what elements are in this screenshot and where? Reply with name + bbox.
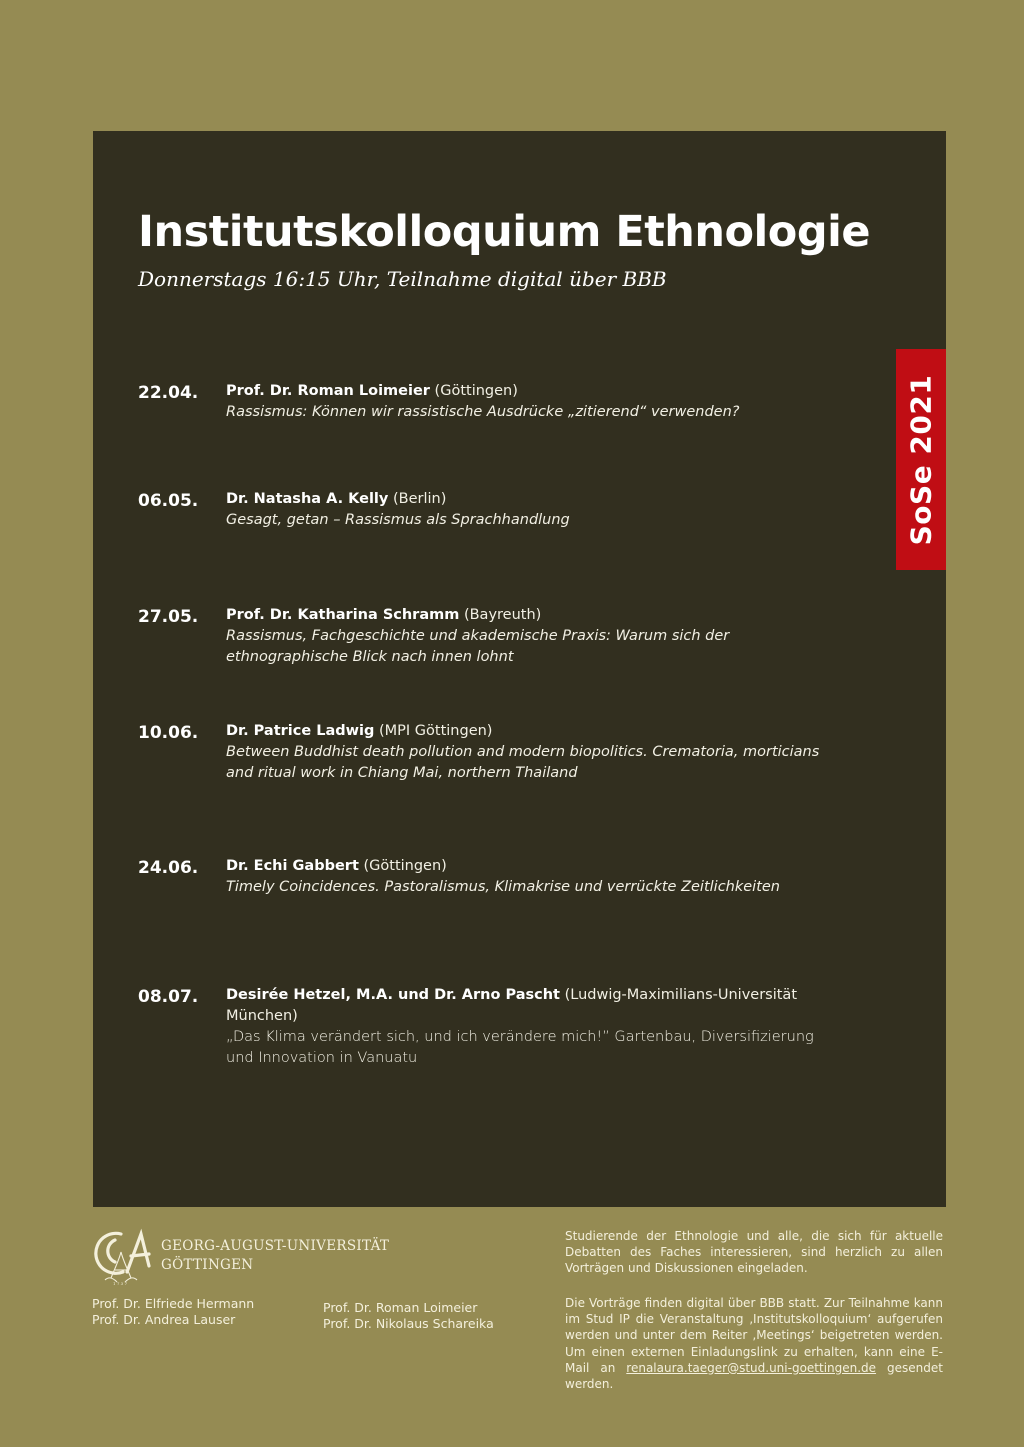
participation-paragraph bbox=[565, 1295, 943, 1392]
event-talk-title: „Das Klima verändert sich, und ich verändere mich!” Gartenbau, Diversifizierung und Innovation in Vanuatu bbox=[226, 1029, 814, 1066]
event-affiliation: (MPI Göttingen) bbox=[374, 723, 493, 739]
professor-name: Prof. Dr. Nikolaus Schareika bbox=[323, 1316, 494, 1331]
event-talk-title: Between Buddhist death pollution and modern biopolitics. Crematoria, morticians and ritual work in Chiang Mai, northern Thailand bbox=[226, 744, 820, 781]
event-date: 27.05. bbox=[138, 607, 199, 627]
participation-text-end: gesendet werden. bbox=[565, 1360, 943, 1392]
university-name-line1: GEORG-AUGUST-UNIVERSITÄT bbox=[161, 1238, 390, 1254]
semester-badge bbox=[896, 349, 946, 570]
event-affiliation: (Berlin) bbox=[388, 491, 447, 507]
event-date: 10.06. bbox=[138, 723, 199, 743]
event-date: 22.04. bbox=[138, 383, 199, 403]
page-title: Institutskolloquium Ethnologie bbox=[138, 207, 870, 257]
contact-email-link[interactable]: renalaura.taeger@stud.uni-goettingen.de bbox=[626, 1360, 877, 1375]
professor-name: Prof. Dr. Andrea Lauser bbox=[92, 1312, 236, 1327]
event-affiliation: (Ludwig-Maximilians-Universität München) bbox=[226, 987, 798, 1024]
event-talk-title: Rassismus: Können wir rassistische Ausdrücke „zitierend“ verwenden? bbox=[226, 404, 740, 420]
event-date: 08.07. bbox=[138, 987, 199, 1007]
event-talk-title: Gesagt, getan – Rassismus als Sprachhandlung bbox=[226, 512, 570, 528]
professor-name: Prof. Dr. Elfriede Hermann bbox=[92, 1296, 255, 1311]
semester-badge-label: SoSe 2021 bbox=[904, 374, 938, 545]
event-details bbox=[226, 489, 836, 531]
event-talk-title: Rassismus, Fachgeschichte und akademische Praxis: Warum sich der ethnographische Blick nach innen lohnt bbox=[226, 628, 730, 665]
event-speaker: Prof. Dr. Roman Loimeier bbox=[226, 383, 430, 399]
event-affiliation: (Göttingen) bbox=[358, 858, 447, 874]
event-date: 24.06. bbox=[138, 858, 199, 878]
invitation-paragraph: Studierende der Ethnologie und alle, die sich für aktuelle Debatten des Faches interessieren, sind herzlich zu allen Vorträgen und Diskussionen eingeladen. bbox=[565, 1229, 943, 1276]
event-affiliation: (Göttingen) bbox=[429, 383, 518, 399]
event-details bbox=[226, 985, 836, 1069]
page-subtitle: Donnerstags 16:15 Uhr, Teilnahme digital über BBB bbox=[138, 267, 667, 291]
university-name bbox=[161, 1237, 389, 1275]
event-date: 06.05. bbox=[138, 491, 199, 511]
event-speaker: Dr. Echi Gabbert bbox=[226, 858, 359, 874]
participation-text: Die Vorträge finden digital über BBB statt. Zur Teilnahme kann im Stud IP die Veranstaltung ‚Institutskolloquium‘ aufgerufen werden und unter dem Reiter ‚Meetings‘ beigetreten werden. Um einen externen Einladungslink zu erhalten, kann eine E-Mail an bbox=[565, 1296, 943, 1375]
university-name-line2: GÖTTINGEN bbox=[161, 1257, 254, 1273]
professors-list-left bbox=[92, 1296, 254, 1328]
university-seal-icon bbox=[91, 1228, 153, 1286]
event-affiliation: (Bayreuth) bbox=[459, 607, 542, 623]
event-speaker: Dr. Natasha A. Kelly bbox=[226, 491, 389, 507]
event-details bbox=[226, 605, 836, 668]
event-speaker: Dr. Patrice Ladwig bbox=[226, 723, 375, 739]
event-details bbox=[226, 856, 836, 898]
professor-name: Prof. Dr. Roman Loimeier bbox=[323, 1300, 478, 1315]
event-details bbox=[226, 721, 836, 784]
event-speaker: Prof. Dr. Katharina Schramm bbox=[226, 607, 460, 623]
svg-text:1 7 3 7: 1 7 3 7 bbox=[113, 1281, 127, 1286]
event-speaker: Desirée Hetzel, M.A. und Dr. Arno Pascht bbox=[226, 987, 560, 1003]
event-details bbox=[226, 381, 836, 423]
professors-list-right bbox=[323, 1300, 494, 1332]
event-talk-title: Timely Coincidences. Pastoralismus, Klimakrise und verrückte Zeitlichkeiten bbox=[226, 879, 781, 895]
